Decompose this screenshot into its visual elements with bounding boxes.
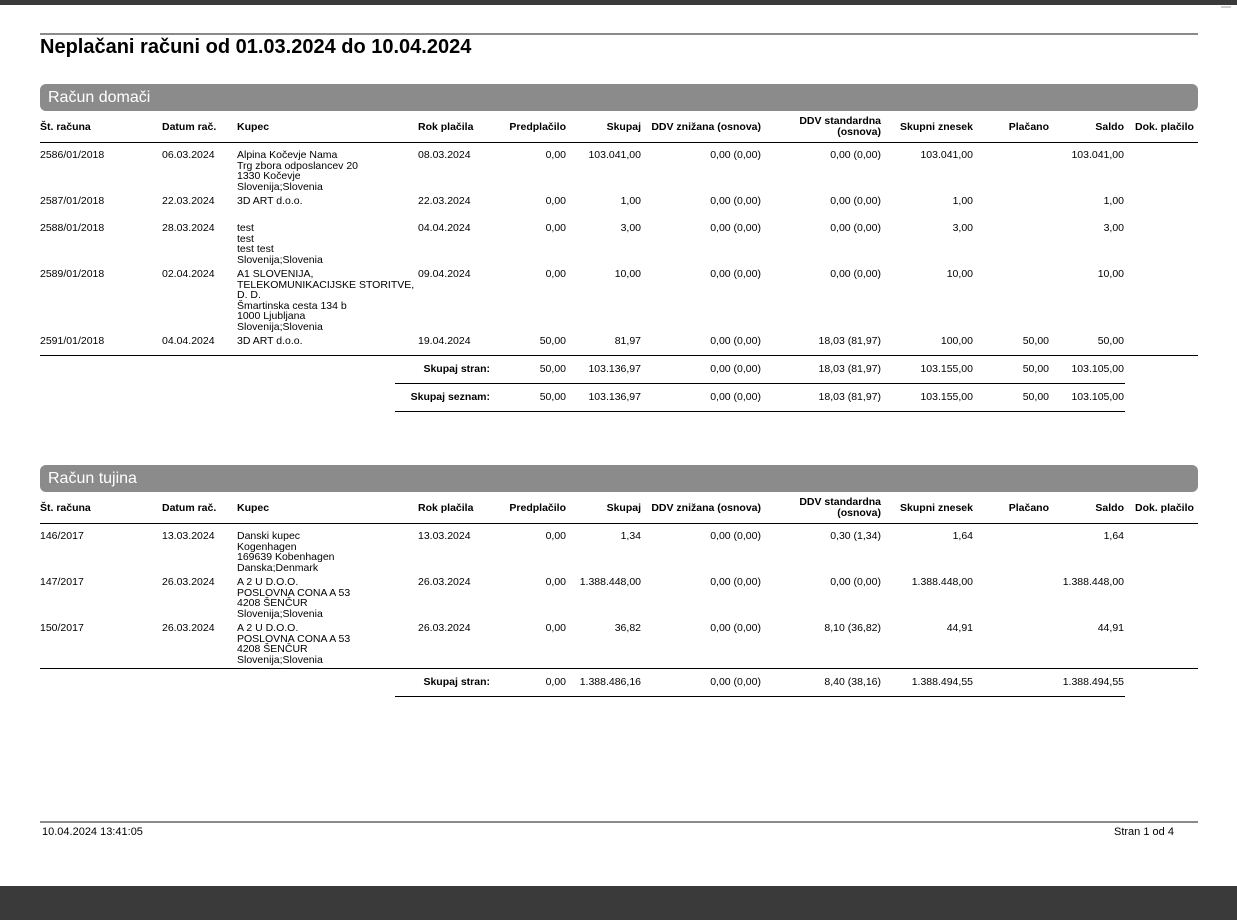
section-heading: Račun domači [40,84,1198,111]
due-date: 26.03.2024 [418,576,471,588]
col-ddv-standardna [799,116,881,138]
col-predplacilo: Predplačilo [509,502,566,514]
total-amount: 3,00 [952,222,973,234]
balance: 3,00 [1103,222,1124,234]
subtotal: 1,00 [620,195,641,207]
invoice-number: 147/2017 [40,576,84,588]
due-date: 22.03.2024 [418,195,471,207]
col-saldo: Saldo [1095,502,1124,514]
col-saldo: Saldo [1095,121,1124,133]
due-date: 26.03.2024 [418,622,471,634]
customer-line: Slovenija;Slovenia [237,653,323,666]
vat-reduced: 0,00 (0,00) [710,622,761,634]
balance: 1.388.448,00 [1062,576,1124,588]
section-foreign [40,465,1198,688]
customer-line: Slovenija;Slovenia [237,253,323,266]
customer-line: A1 SLOVENIJA, [237,268,314,280]
prepayment: 0,00 [545,622,566,634]
customer-line: Trg zbora odposlancev 20 [237,159,359,172]
customer-line: test test [237,243,274,255]
customer-line: test [237,232,254,245]
prepayment: 0,00 [545,222,566,234]
customer-line: 3D ART d.o.o. [237,335,303,347]
section-domestic [40,84,1198,403]
vat-reduced: 0,00 (0,00) [710,576,761,588]
totals-paid: 50,00 [1022,363,1049,375]
balance: 103.041,00 [1071,149,1124,161]
invoice-date: 02.04.2024 [162,268,215,280]
header-rule [40,33,1198,35]
col-ddv-standardna [799,497,881,519]
vat-standard: 0,30 (1,34) [830,530,881,542]
customer-line: A 2 U D.O.O. [237,622,299,634]
customer-line: 1330 Kočevje [237,170,301,182]
invoice-date: 22.03.2024 [162,195,215,207]
col-placano: Plačano [1008,121,1049,133]
customer-line: 169639 Kobenhagen [237,551,335,563]
col-ddv-standardna-line2: (osnova) [837,507,881,519]
totals-balance: 103.105,00 [1071,363,1124,375]
totals-rule [40,355,1198,356]
totals-prepayment: 50,00 [539,363,566,375]
col-placano: Plačano [1008,502,1049,514]
customer-line: Alpina Kočevje Nama [237,149,338,161]
customer-line: test [237,222,254,234]
vat-standard: 0,00 (0,00) [830,195,881,207]
totals-vat-reduced: 0,00 (0,00) [710,676,761,688]
subtotal: 103.041,00 [588,149,641,161]
due-date: 13.03.2024 [418,530,471,542]
customer-line: D. D. [237,289,261,301]
customer-line: Danska;Denmark [237,561,319,574]
customer-line: Slovenija;Slovenia [237,320,323,333]
due-date: 19.04.2024 [418,335,471,347]
prepayment: 0,00 [545,530,566,542]
col-rok: Rok plačila [418,121,474,133]
invoice-date: 26.03.2024 [162,576,215,588]
due-date: 08.03.2024 [418,149,471,161]
totals-subtotal: 103.136,97 [588,363,641,375]
invoice-number: 2587/01/2018 [40,195,105,207]
totals-amount: 103.155,00 [920,391,973,403]
total-amount: 1,00 [952,195,973,207]
col-kupec: Kupec [237,121,270,133]
viewer-top-bar [0,0,1237,5]
customer-line: A 2 U D.O.O. [237,576,299,588]
prepayment: 0,00 [545,268,566,280]
vat-reduced: 0,00 (0,00) [710,335,761,347]
col-dok-placilo: Dok. plačilo [1135,121,1194,133]
col-skupni-znesek: Skupni znesek [900,502,973,514]
vat-standard: 0,00 (0,00) [830,268,881,280]
customer-line: 4208 ŠENČUR [237,597,308,609]
totals-rule [40,668,1198,669]
report-title: Neplačani računi od 01.03.2024 do 10.04.2024 [40,36,472,58]
totals-prepayment: 50,00 [539,391,566,403]
totals-label: Skupaj stran: [423,363,490,375]
totals-underline [395,696,1125,697]
customer-line: Slovenija;Slovenia [237,180,323,193]
totals-label: Skupaj stran: [423,676,490,688]
totals-vat-reduced: 0,00 (0,00) [710,391,761,403]
vat-standard: 18,03 (81,97) [818,335,881,347]
vat-reduced: 0,00 (0,00) [710,222,761,234]
total-amount: 103.041,00 [920,149,973,161]
totals-subtotal: 103.136,97 [588,391,641,403]
customer-line: Kogenhagen [237,540,297,553]
col-datum: Datum rač. [162,502,217,514]
invoice-date: 04.04.2024 [162,335,215,347]
balance: 10,00 [1097,268,1124,280]
customer-line: TELEKOMUNIKACIJSKE STORITVE, [237,278,415,291]
vat-standard: 0,00 (0,00) [830,149,881,161]
totals-paid: 50,00 [1022,391,1049,403]
invoice-number: 2591/01/2018 [40,335,105,347]
subtotal: 10,00 [614,268,641,280]
totals-label: Skupaj seznam: [410,391,490,403]
totals-prepayment: 0,00 [545,676,566,688]
customer-line: POSLOVNA CONA A 53 [237,586,351,599]
totals-vat-standard: 18,03 (81,97) [818,363,881,375]
invoice-date: 13.03.2024 [162,530,215,542]
column-header-row [40,492,1198,524]
balance: 44,91 [1097,622,1124,634]
balance: 50,00 [1097,335,1124,347]
totals-underline [395,383,1125,384]
prepayment: 50,00 [539,335,566,347]
totals-vat-reduced: 0,00 (0,00) [710,363,761,375]
prepayment: 0,00 [545,576,566,588]
col-st-racuna: Št. računa [40,121,91,133]
totals-amount: 103.155,00 [920,363,973,375]
col-ddv-standardna-line2: (osnova) [837,126,881,138]
customer-line: Slovenija;Slovenia [237,607,323,620]
vat-standard: 0,00 (0,00) [830,222,881,234]
total-amount: 100,00 [940,335,973,347]
customer-line: POSLOVNA CONA A 53 [237,632,351,645]
prepayment: 0,00 [545,195,566,207]
viewer-bottom-bar [0,886,1237,920]
subtotal: 3,00 [620,222,641,234]
total-amount: 1.388.448,00 [911,576,973,588]
totals-underline [395,411,1125,412]
vat-reduced: 0,00 (0,00) [710,268,761,280]
vat-standard: 0,00 (0,00) [830,576,881,588]
page-corner-mark [1221,6,1231,8]
vat-reduced: 0,00 (0,00) [710,195,761,207]
total-amount: 1,64 [952,530,973,542]
totals-balance: 1.388.494,55 [1062,676,1124,688]
invoice-date: 28.03.2024 [162,222,215,234]
col-skupni-znesek: Skupni znesek [900,121,973,133]
col-kupec: Kupec [237,502,270,514]
col-skupaj: Skupaj [606,502,641,514]
subtotal: 36,82 [614,622,641,634]
customer-line: 4208 ŠENČUR [237,643,308,655]
column-header-row [40,111,1198,143]
customer-line: Šmartinska cesta 134 b [237,299,347,312]
invoice-number: 146/2017 [40,530,84,542]
footer-timestamp: 10.04.2024 13:41:05 [42,826,143,838]
col-predplacilo: Predplačilo [509,121,566,133]
balance: 1,00 [1103,195,1124,207]
col-ddv-znizana: DDV znižana (osnova) [651,121,761,133]
col-datum: Datum rač. [162,121,217,133]
prepayment: 0,00 [545,149,566,161]
totals-subtotal: 1.388.486,16 [579,676,641,688]
invoice-number: 2589/01/2018 [40,268,105,280]
vat-standard: 8,10 (36,82) [824,622,881,634]
section-heading: Račun tujina [40,465,1198,492]
paid-amount: 50,00 [1022,335,1049,347]
footer-rule [40,821,1198,823]
totals-amount: 1.388.494,55 [911,676,973,688]
col-ddv-znizana: DDV znižana (osnova) [651,502,761,514]
col-ddv-standardna-line1: DDV standardna [799,496,881,508]
customer-line: 1000 Ljubljana [237,310,306,322]
due-date: 09.04.2024 [418,268,471,280]
due-date: 04.04.2024 [418,222,471,234]
vat-reduced: 0,00 (0,00) [710,149,761,161]
customer-line: Danski kupec [237,530,301,542]
vat-reduced: 0,00 (0,00) [710,530,761,542]
invoice-number: 150/2017 [40,622,84,634]
subtotal: 1.388.448,00 [579,576,641,588]
subtotal: 81,97 [614,335,641,347]
col-skupaj: Skupaj [606,121,641,133]
col-dok-placilo: Dok. plačilo [1135,502,1194,514]
total-amount: 44,91 [946,622,973,634]
col-ddv-standardna-line1: DDV standardna [799,115,881,127]
balance: 1,64 [1103,530,1124,542]
subtotal: 1,34 [620,530,641,542]
col-rok: Rok plačila [418,502,474,514]
invoice-date: 06.03.2024 [162,149,215,161]
totals-balance: 103.105,00 [1071,391,1124,403]
invoice-date: 26.03.2024 [162,622,215,634]
total-amount: 10,00 [946,268,973,280]
customer-line: 3D ART d.o.o. [237,195,303,207]
invoice-number: 2588/01/2018 [40,222,105,234]
col-st-racuna: Št. računa [40,502,91,514]
totals-vat-standard: 18,03 (81,97) [818,391,881,403]
footer-page-number: Stran 1 od 4 [1114,826,1174,838]
invoice-number: 2586/01/2018 [40,149,105,161]
totals-vat-standard: 8,40 (38,16) [824,676,881,688]
